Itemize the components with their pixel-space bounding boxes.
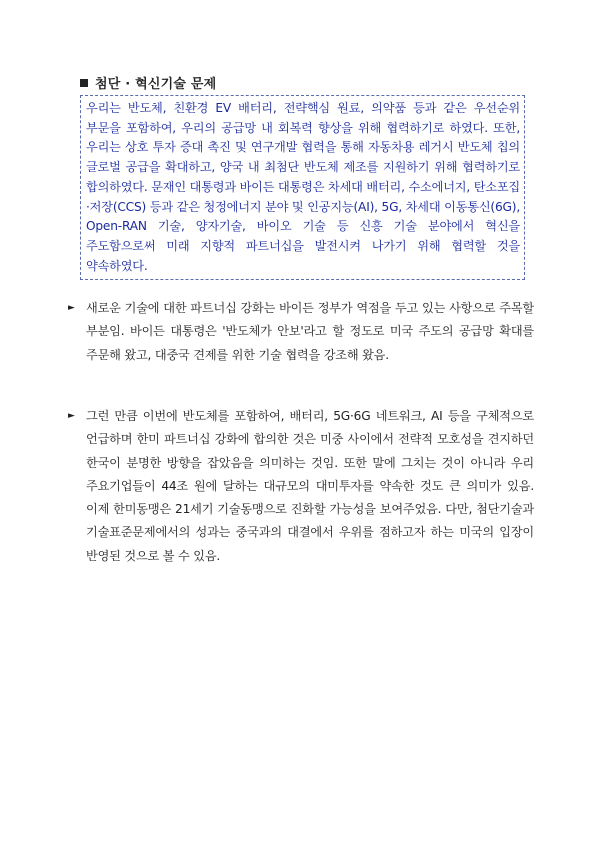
bullet-text: 새로운 기술에 대한 파트너십 강화는 바이든 정부가 역점을 두고 있는 사항으로 주목할 부분임. 바이든 대통령은 '반도체가 안보'라고 할 정도로 미국 주도의 공급망 확대를 주문해 왔고, 대중국 견제를 위한 기술 협력을 강조해 왔음. xyxy=(86,301,534,362)
bullet-item xyxy=(68,297,534,367)
bullet-text: 그런 만큼 이번에 반도체를 포함하여, 배터리, 5G·6G 네트워크, AI 등을 구체적으로 언급하며 한미 파트너십 강화에 합의한 것은 미중 사이에서 전략적 모호성을 견지하던 한국이 분명한 방향을 잡았음을 의미하는 것임. 또한 말에 그치는 것이 아니라 우리 주요기업들이 44조 원에 달하는 대규모의 대미투자를 약속한 것도 큰 의미가 있음. 이제 한미동맹은 21세기 기술동맹으로 진화할 가능성을 보여주었음. 다만, 첨단기술과 기술표준문제에서의 성과는 중국과의 대결에서 우위를 점하고자 하는 미국의 입장이 반영된 것으로 볼 수 있음. xyxy=(86,409,534,563)
section-title: 첨단 · 혁신기술 문제 xyxy=(95,77,217,92)
section-heading xyxy=(80,73,520,92)
bullet-item xyxy=(68,405,534,568)
arrow-bullet-icon: ► xyxy=(68,411,75,421)
quote-box xyxy=(80,95,525,280)
arrow-bullet-icon: ► xyxy=(68,303,75,313)
square-bullet-icon xyxy=(80,79,88,87)
quote-text: 우리는 반도체, 친환경 EV 배터리, 전략핵심 원료, 의약품 등과 같은 우선순위 부문을 포함하여, 우리의 공급망 내 회복력 향상을 위해 협력하기로 하였다. 또한, 우리는 상호 투자 증대 촉진 및 연구개발 협력을 통해 자동차용 레거시 반도체 칩의 글로벌 공급을 확대하고, 양국 내 최첨단 반도체 제조를 지원하기 위해 협력하기로 합의하였다. 문재인 대통령과 바이든 대통령은 차세대 배터리, 수소에너지, 탄소포집·저장(CCS) 등과 같은 청정에너지 분야 및 인공지능(AI), 5G, 차세대 이동통신(6G), Open-RAN 기술, 양자기술, 바이오 기술 등 신흥 기술 분야에서 혁신을 주도함으로써 미래 지향적 파트너십을 발전시켜 나가기 위해 협력할 것을 약속하였다. xyxy=(86,101,520,273)
